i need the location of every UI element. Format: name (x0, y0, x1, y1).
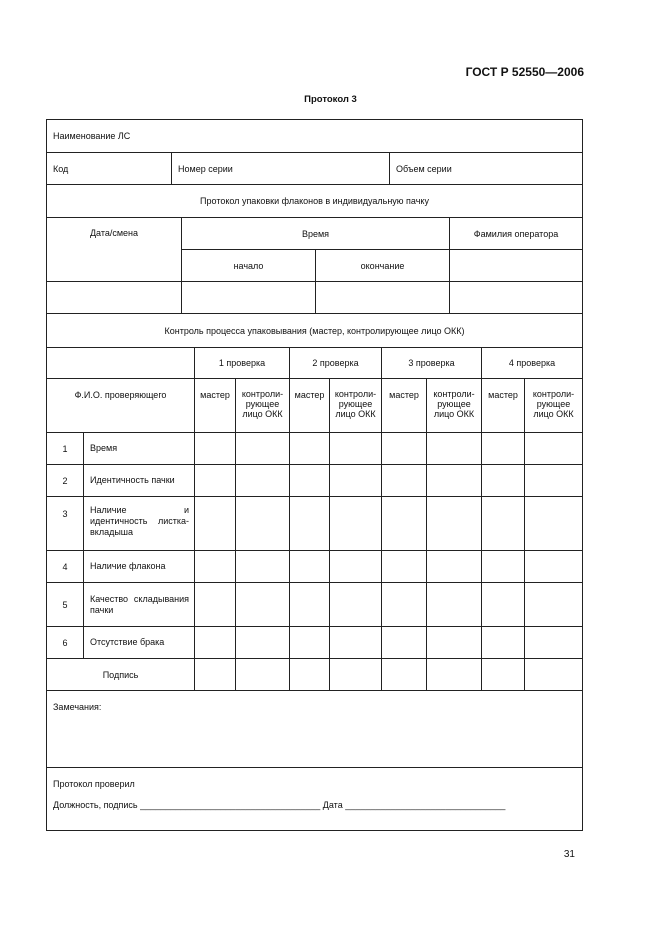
criterion-label: Наличие и идентичность листка-вкладыша (83, 497, 194, 550)
qc-label-2: контроли- рующее лицо ОКК (329, 379, 381, 432)
inspector-label: Ф.И.О. проверяющего (74, 390, 167, 400)
date-time-entry-row (47, 281, 582, 313)
qc-label-3: контроли- рующее лицо ОКК (426, 379, 481, 432)
product-name-row (47, 120, 582, 152)
criterion-label: Качество складывания пачки (83, 583, 194, 626)
row-number: 5 (62, 599, 68, 610)
operator-empty-cell (449, 249, 582, 282)
remarks-section (47, 690, 582, 767)
master-label-3: мастер (381, 379, 426, 432)
code-label: Код (53, 163, 69, 174)
master-label-2: мастер (289, 379, 329, 432)
table-row (47, 582, 582, 626)
table-row (47, 496, 582, 550)
check-4-label: 4 проверка (481, 348, 582, 378)
start-entry-cell (181, 282, 315, 313)
criterion-label: Идентичность пачки (83, 465, 194, 496)
date-entry-cell (47, 282, 181, 313)
checked-section (47, 767, 582, 830)
row-number: 4 (62, 561, 68, 572)
control-title: Контроль процесса упаковывания (мастер, контролирующее лицо ОКК) (164, 325, 465, 336)
remarks-label: Замечания: (53, 702, 102, 712)
protocol-form (46, 119, 583, 831)
table-row (47, 464, 582, 496)
section-title-row (47, 184, 582, 217)
master-label-1: мастер (194, 379, 235, 432)
position-signature-line: Должность, подпись ____________________________________ Дата ________________________________ (53, 800, 506, 810)
time-label: Время (181, 218, 449, 249)
check-3-label: 3 проверка (381, 348, 481, 378)
table-row (47, 626, 582, 658)
standard-number: ГОСТ Р 52550—2006 (465, 65, 584, 79)
checked-label: Протокол проверил (53, 779, 135, 789)
master-label-4: мастер (481, 379, 524, 432)
criterion-label: Отсутствие брака (83, 627, 194, 658)
code-row (47, 152, 582, 184)
date-time-header (47, 217, 582, 281)
check-1-label: 1 проверка (194, 348, 289, 378)
row-number: 6 (62, 637, 68, 648)
inspector-row (47, 378, 582, 432)
signature-label: Подпись (102, 669, 139, 680)
criterion-label: Время (83, 433, 194, 464)
operator-label: Фамилия оператора (449, 218, 582, 249)
end-label: окончание (315, 249, 449, 282)
protocol-title: Протокол 3 (304, 94, 357, 105)
check-2-label: 2 проверка (289, 348, 381, 378)
end-entry-cell (315, 282, 449, 313)
section-title: Протокол упаковки флаконов в индивидуальную пачку (200, 196, 429, 206)
operator-entry-cell (449, 282, 582, 313)
product-name-label: Наименование ЛС (53, 131, 131, 141)
control-title-row (47, 313, 582, 347)
page-number: 31 (563, 849, 575, 860)
qc-label-1: контроли- рующее лицо ОКК (235, 379, 289, 432)
table-row (47, 432, 582, 464)
date-shift-label: Дата/смена (89, 228, 139, 238)
signature-row (47, 658, 582, 690)
volume-label: Объем серии (389, 153, 582, 184)
checks-header-empty (47, 348, 194, 378)
row-number: 3 (62, 509, 68, 519)
row-number: 1 (62, 443, 68, 454)
start-label: начало (181, 249, 315, 282)
criterion-label: Наличие флакона (83, 551, 194, 582)
row-number: 2 (62, 475, 68, 486)
checks-header-row (47, 347, 582, 378)
table-row (47, 550, 582, 582)
batch-label: Номер серии (171, 153, 389, 184)
qc-label-4: контроли- рующее лицо ОКК (524, 379, 582, 432)
